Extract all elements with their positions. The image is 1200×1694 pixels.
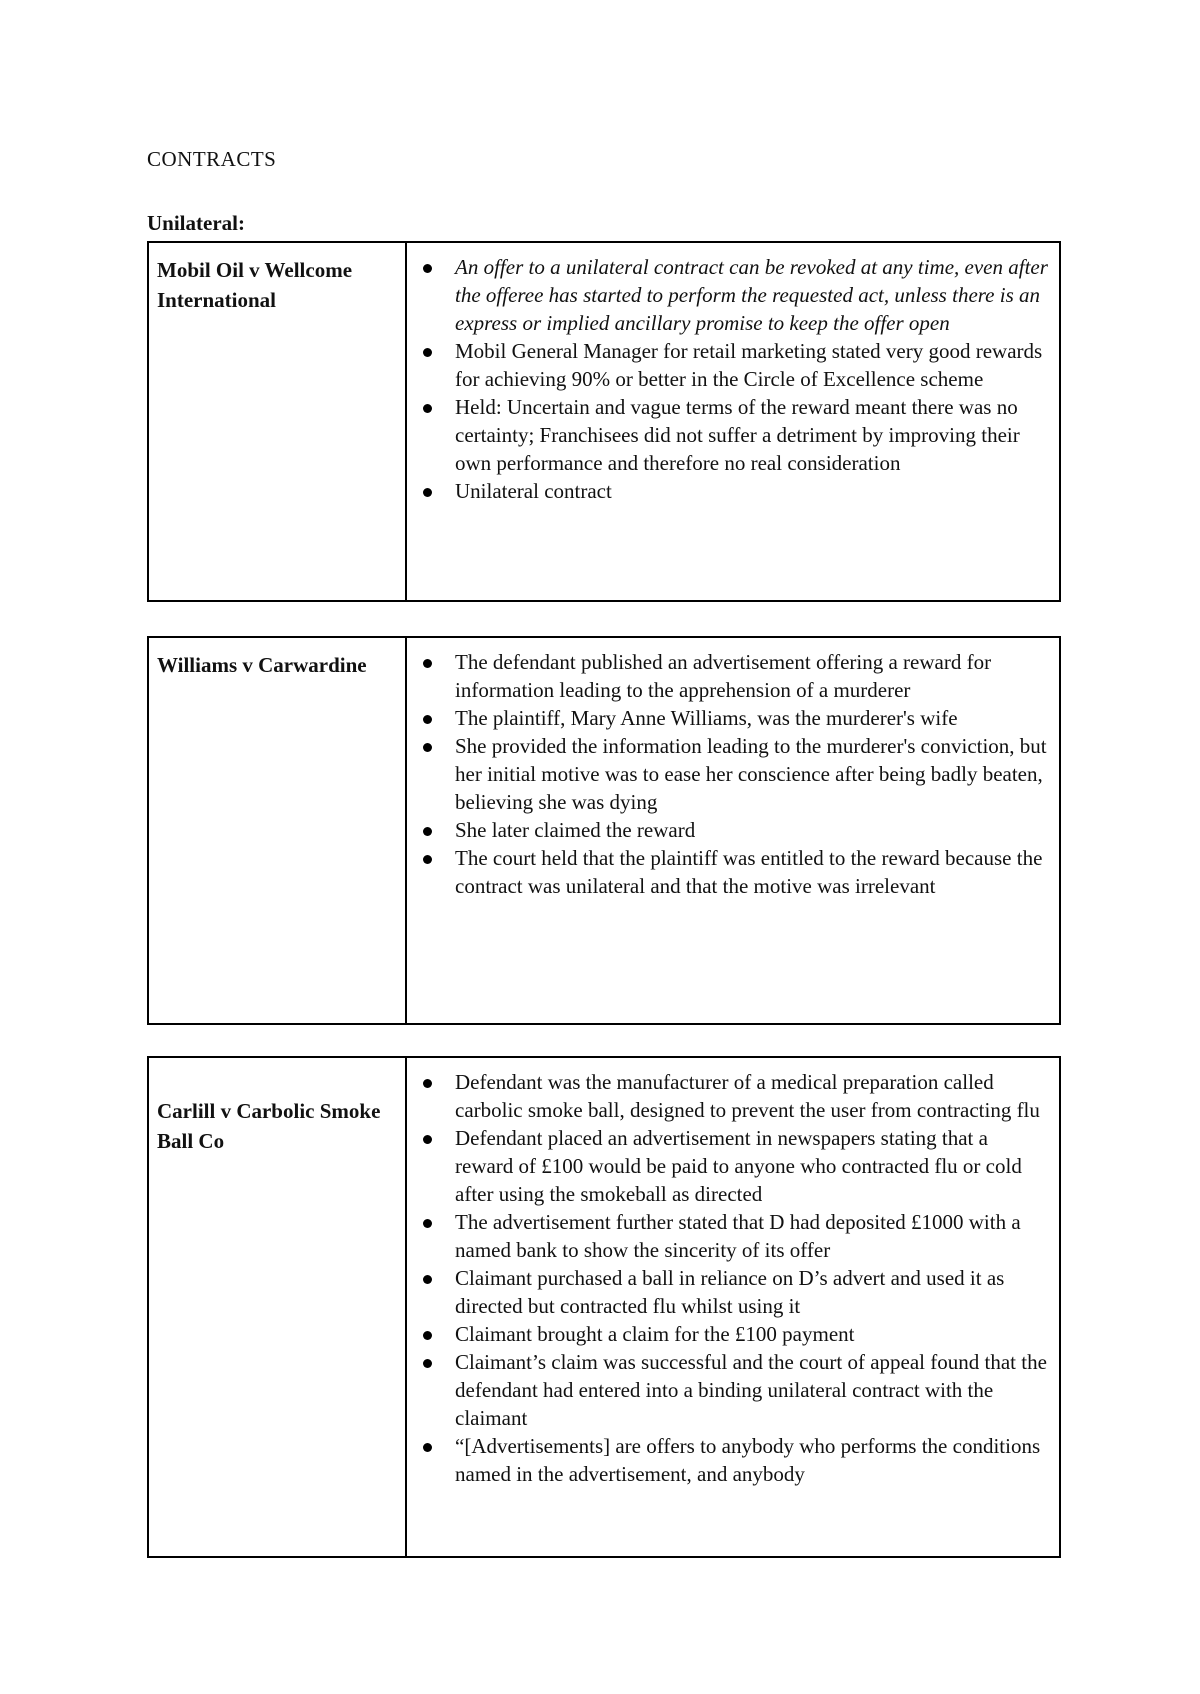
case-table-carlill xyxy=(147,1056,1061,1558)
case-name: Carlill v Carbolic Smoke Ball Co xyxy=(148,1057,406,1557)
list-item: The defendant published an advertisement offering a reward for information leading to the apprehension of a murderer xyxy=(455,648,1051,704)
case-notes xyxy=(406,1057,1060,1557)
list-item: She later claimed the reward xyxy=(455,816,1051,844)
list-item: “[Advertisements] are offers to anybody who performs the conditions named in the advertisement, and anybody xyxy=(455,1432,1051,1488)
list-item: Defendant placed an advertisement in newspapers stating that a reward of £100 would be paid to anyone who contracted flu or cold after using the smokeball as directed xyxy=(455,1124,1051,1208)
bullet-list xyxy=(407,253,1051,505)
case-name: Mobil Oil v Wellcome International xyxy=(148,242,406,601)
bullet-list xyxy=(407,1068,1051,1488)
list-item: She provided the information leading to the murderer's conviction, but her initial motive was to ease her conscience after being badly beaten, believing she was dying xyxy=(455,732,1051,816)
case-name: Williams v Carwardine xyxy=(148,637,406,1024)
document-title: CONTRACTS xyxy=(147,147,277,171)
list-item: Claimant purchased a ball in reliance on D’s advert and used it as directed but contracted flu whilst using it xyxy=(455,1264,1051,1320)
list-item: The court held that the plaintiff was entitled to the reward because the contract was unilateral and that the motive was irrelevant xyxy=(455,844,1051,900)
list-item: Mobil General Manager for retail marketing stated very good rewards for achieving 90% or better in the Circle of Excellence scheme xyxy=(455,337,1051,393)
list-item: Unilateral contract xyxy=(455,477,1051,505)
section-heading: Unilateral: xyxy=(147,211,245,235)
list-item: An offer to a unilateral contract can be revoked at any time, even after the offeree has started to perform the requested act, unless there is an express or implied ancillary promise to keep the offer open xyxy=(455,253,1051,337)
list-item: The advertisement further stated that D had deposited £1000 with a named bank to show the sincerity of its offer xyxy=(455,1208,1051,1264)
list-item: Held: Uncertain and vague terms of the reward meant there was no certainty; Franchisees did not suffer a detriment by improving their own performance and therefore no real consideration xyxy=(455,393,1051,477)
case-table-mobil-oil xyxy=(147,241,1061,602)
case-notes xyxy=(406,242,1060,601)
list-item: Claimant’s claim was successful and the court of appeal found that the defendant had entered into a binding unilateral contract with the claimant xyxy=(455,1348,1051,1432)
bullet-list xyxy=(407,648,1051,900)
list-item: The plaintiff, Mary Anne Williams, was the murderer's wife xyxy=(455,704,1051,732)
list-item: Defendant was the manufacturer of a medical preparation called carbolic smoke ball, designed to prevent the user from contracting flu xyxy=(455,1068,1051,1124)
list-item: Claimant brought a claim for the £100 payment xyxy=(455,1320,1051,1348)
case-notes xyxy=(406,637,1060,1024)
case-table-williams xyxy=(147,636,1061,1025)
